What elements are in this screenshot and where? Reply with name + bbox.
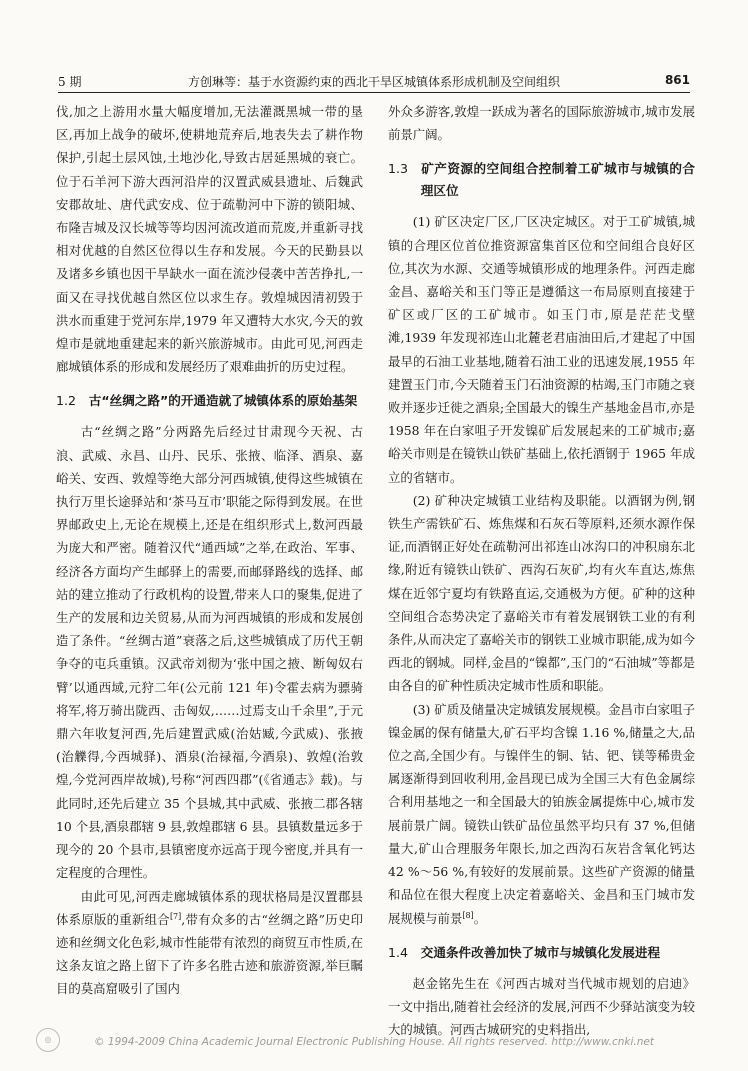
citation-ref[interactable]: [7] [169, 911, 182, 921]
paragraph-text: (3) 矿质及储量决定城镇发展规模。金昌市白家咀子镍金属的保有储量大,矿石平均含镍 1.16 %,储量之大,品位之高,全国少有。与镍伴生的铜、钴、钯、镁等稀贵金属逐渐得到回收利用,金昌现已成为全国三大有色金属综合利用基地之一和全国最大的铂族金属提炼中心,城市发展前景广阔。镜铁山铁矿品位虽然平均只有 37 %,但储量大,矿山合理服务年限长,加之西沟石灰岩含氧化钙达 42 %～56 %,有较好的发展前景。这些矿产资源的储量和品位在很大程度上决定着嘉峪关、金昌和玉门城市发展规模与前景 [388, 701, 695, 926]
section-heading-1-4 [388, 942, 695, 964]
section-number: 1.4 [388, 944, 409, 960]
paragraph [388, 698, 695, 930]
page-number: 861 [664, 73, 690, 87]
header-rule [58, 92, 690, 93]
paragraph-text: ,带有众多的古“丝绸之路”历史印迹和丝绸文化色彩,城市性能带有浓烈的商贸互市性质,在这条友谊之路上留下了许多名胜古迹和旅游资源,举巨瞩目的莫高窟吸引了国内 [56, 911, 363, 997]
paragraph: 外众多游客,敦煌一跃成为著名的国际旅游城市,城市发展前景广阔。 [388, 104, 695, 143]
paragraph: (1) 矿区决定厂区,厂区决定城区。对于工矿城镇,城镇的合理区位首位推资源富集首区位和空间组合良好区位,其次为水源、交通等城镇形成的地理条件。河西走廊金昌、嘉峪关和玉门等正是遵循这一布局原则直接建于矿区或厂区的工矿城市。如玉门市,原是茫茫戈壁滩,1939 年发现祁连山北麓老君庙油田后,才建起了中国最早的石油工业基地,随着石油工业的迅速发展,1955 年建置玉门市,今天随着玉门石油资源的枯竭,玉门市随之衰败并逐步迁徙之酒泉;全国最大的镍生产基地金昌市,亦是 1958 年在白家咀子开发镍矿后发展起来的工矿城市;嘉峪关市则是在镜铁山铁矿基础上,依托酒钢于 1965 年成立的省辖市。 [388, 214, 695, 485]
citation-ref[interactable]: [8] [462, 910, 474, 920]
paragraph: (2) 矿种决定城镇工业结构及职能。以酒钢为例,钢铁生产需铁矿石、炼焦煤和石灰石等原料,还须水源作保证,而酒钢正好处在疏勒河出祁连山冰沟口的冲积扇东北缘,附近有镜铁山铁矿、西沟石灰矿,均有火车直达,炼焦煤在近邻宁夏均有铁路直运,交通极为方便。矿种的这种空间组合态势决定了嘉峪关市有着发展钢铁工业的有利条件,从而决定了嘉峪关市的钢铁工业城市职能,成为如今西北的钢城。同样,金昌的“镍都”,玉门的“石油城”等都是由各自的矿种性质决定城市性质和职能。 [388, 492, 695, 694]
paragraph-text: 。 [473, 910, 487, 926]
section-heading-1-3 [388, 158, 695, 202]
paragraph: 古“丝绸之路”分两路先后经过甘肃现今天祝、古浪、武威、永昌、山丹、民乐、张掖、临泽、酒泉、嘉峪关、安西、敦煌等绝大部分河西城镇,使得这些城镇在执行万里长途驿站和‘茶马互市’职能之际得到发展。在世界邮政史上,无论在规模上,还是在组织形式上,数河西最为庞大和严密。随着汉代“通西域”之举,在政治、军事、经济各方面均产生邮驿上的需要,而邮驿路线的选择、邮站的建立推动了行政机构的设置,带来人口的聚集,促进了生产的发展和边关贸易,从而为河西城镇的形成和发展创造了条件。“丝绸古道”衰落之后,这些城镇成了历代王朝争夺的屯兵重镇。汉武帝刘彻为‘张中国之掖、断匈奴右臂’以通西域,元狩二年(公元前 121 年)令霍去病为骠骑将军,将万骑出陇西、击匈奴,……过焉支山千余里”,于元鼎六年收复河西,先后建置武威(治姑臧,今武威)、张掖(治觻得,今西城驿)、酒泉(治禄福,今酒泉)、敦煌(治敦煌,今党河西岸故城),号称“河西四郡”(《省通志》载)。与此同时,还先后建立 35 个县城,其中武威、张掖二郡各辖 10 个县,酒泉郡辖 9 县,敦煌郡辖 6 县。县镇数量远多于现今的 20 个县市,县镇密度亦远高于现今密度,并具有一定程度的合理性。 [56, 424, 363, 881]
paragraph: 伐,加之上游用水量大幅度增加,无法灌溉黑城一带的垦区,再加上战争的破坏,使耕地荒弃后,地表失去了耕作物保护,引起土层风蚀,土地沙化,导致古居延黑城的衰亡。位于石羊河下游大西河沿岸的汉置武威县遗址、后魏武安郡故址、唐代武安戍、位于疏勒河中下游的锁阳城、布隆吉城及汉长城等等均因河流改道而荒废,并重新寻找相对优越的自然区位得以生存和发展。今天的民勤县以及诸多乡镇也因干旱缺水一面在流沙侵袭中苦苦挣扎,一面又在寻找优越自然区位以求生存。敦煌城因清初毁于洪水而重建于党河东岸,1979 年又遭特大水灾,今天的敦煌市是就地重建起来的新兴旅游城市。由此可见,河西走廊城镇体系的形成和发展经历了艰难曲折的历史过程。 [56, 104, 363, 375]
section-heading-1-2 [56, 390, 363, 412]
right-column [388, 100, 695, 1041]
left-column [56, 100, 363, 1001]
paragraph [56, 885, 363, 1001]
paragraph-text: 由此可见,河西走廊城镇体系的现状格局是汉置郡县体系原版的重新组合 [56, 888, 363, 927]
running-header [58, 70, 690, 92]
section-number: 1.3 [388, 161, 409, 177]
issue-number: 5 期 [58, 75, 82, 89]
running-title: 方创琳等：基于水资源约束的西北干旱区城镇体系形成机制及空间组织 [187, 75, 560, 89]
section-title: 古“丝绸之路”的开通造就了城镇体系的原始基架 [88, 393, 358, 409]
paragraph: 赵金铭先生在《河西古城对当代城市规划的启迪》一文中指出,随着社会经济的发展,河西不少驿站演变为较大的城镇。河西古城研究的史料指出, [388, 975, 695, 1038]
section-title: 矿产资源的空间组合控制着工矿城市与城镇的合理区位 [420, 161, 695, 199]
copyright-footer: © 1994-2009 China Academic Journal Electronic Publishing House. All rights reserved. http://www.cnki.net [94, 1036, 654, 1048]
section-number: 1.2 [56, 393, 77, 409]
section-title: 交通条件改善加快了城市与城镇化发展进程 [420, 944, 661, 960]
publisher-logo-icon: ◎ [36, 1028, 60, 1052]
